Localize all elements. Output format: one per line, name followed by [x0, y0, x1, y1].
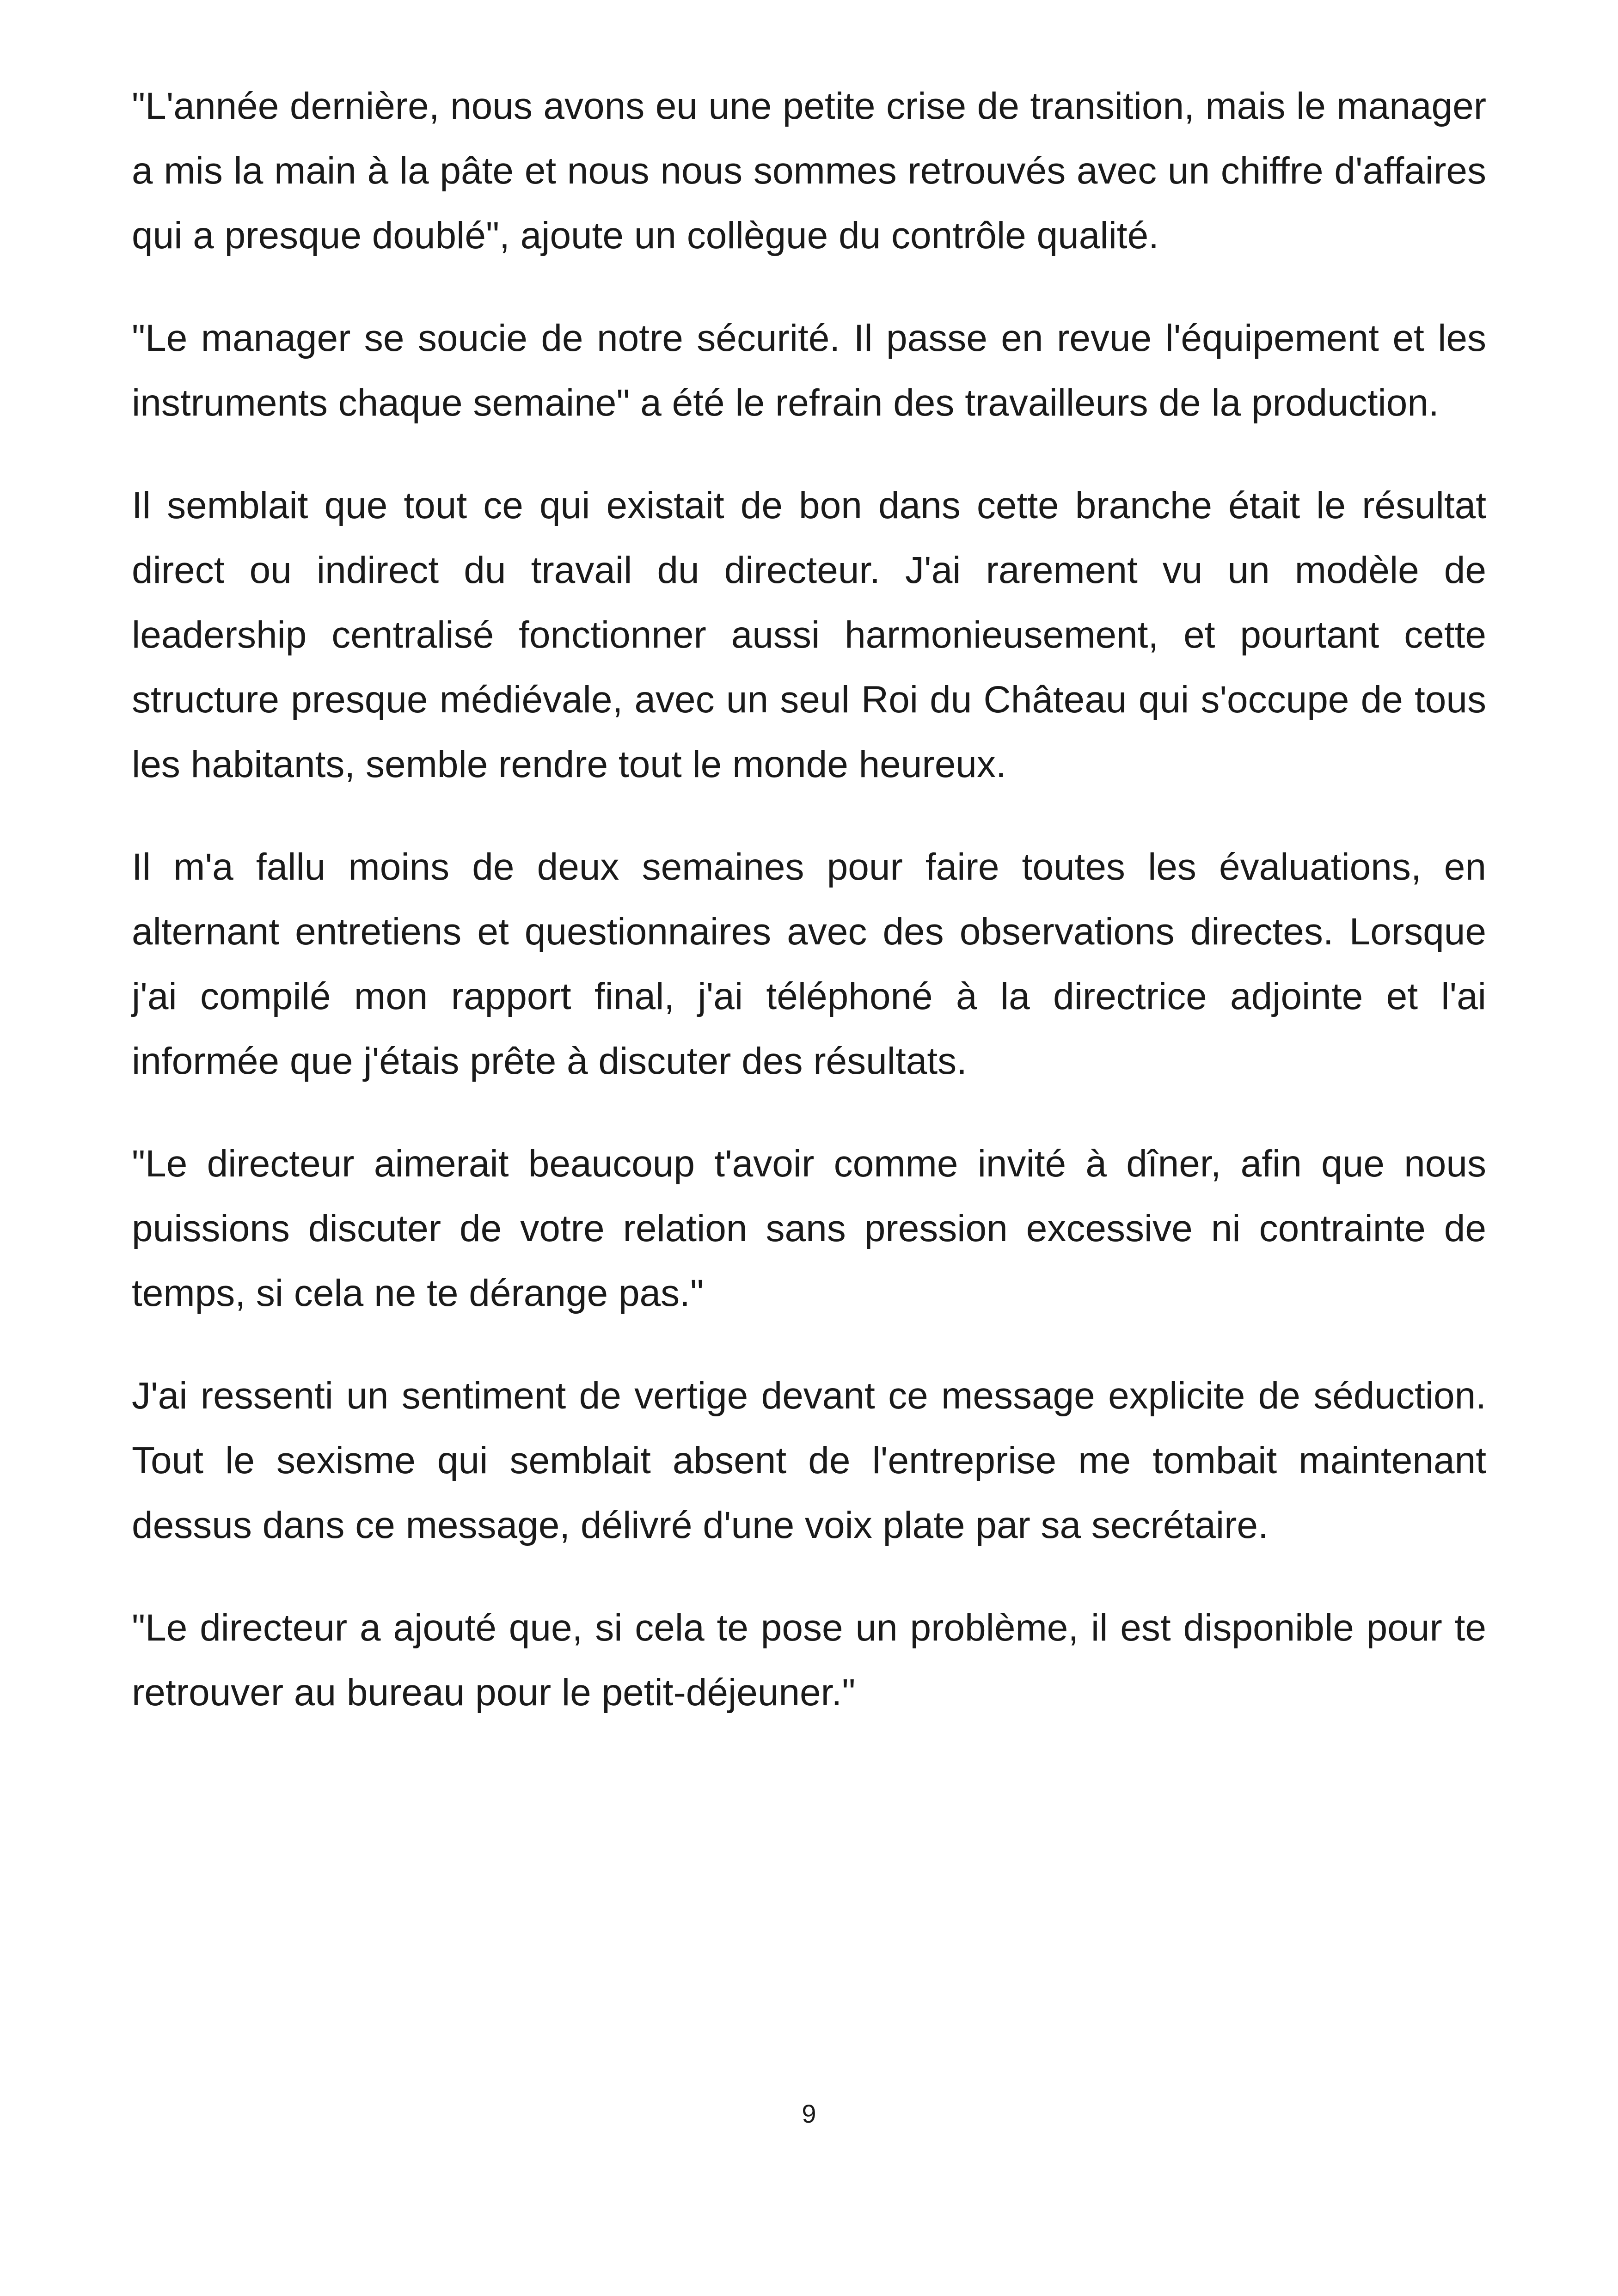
paragraph-3: Il semblait que tout ce qui existait de bon dans cette branche était le résultat direct ou indirect du travail du directeur. J'ai rarement vu un modèle de leadership centralisé fonctionner aussi harmonieusement, et pourtant cette structure presque médiévale, avec un seul Roi du Château qui s'occupe de tous les habitants, semble rendre tout le monde heureux. [132, 484, 1486, 785]
document-body [132, 74, 1486, 1763]
paragraph-5: "Le directeur aimerait beaucoup t'avoir comme invité à dîner, afin que nous puissions discuter de votre relation sans pression excessive ni contrainte de temps, si cela ne te dérange pas." [132, 1143, 1486, 1314]
paragraph-4: Il m'a fallu moins de deux semaines pour faire toutes les évaluations, en alternant entretiens et questionnaires avec des observations directes. Lorsque j'ai compilé mon rapport final, j'ai téléphoné à la directrice adjointe et l'ai informée que j'étais prête à discuter des résultats. [132, 846, 1486, 1082]
paragraph-1: "L'année dernière, nous avons eu une petite crise de transition, mais le manager a mis la main à la pâte et nous nous sommes retrouvés avec un chiffre d'affaires qui a presque doublé", ajoute un collègue du contrôle qualité. [132, 85, 1486, 257]
paragraph-7: "Le directeur a ajouté que, si cela te pose un problème, il est disponible pour te retrouver au bureau pour le petit-déjeuner." [132, 1607, 1486, 1714]
paragraph-2: "Le manager se soucie de notre sécurité. Il passe en revue l'équipement et les instruments chaque semaine" a été le refrain des travailleurs de la production. [132, 317, 1486, 424]
paragraph-6: J'ai ressenti un sentiment de vertige devant ce message explicite de séduction. Tout le sexisme qui semblait absent de l'entreprise me tombait maintenant dessus dans ce message, délivré d'une voix plate par sa secrétaire. [132, 1375, 1486, 1546]
page-number: 9 [802, 2099, 816, 2128]
